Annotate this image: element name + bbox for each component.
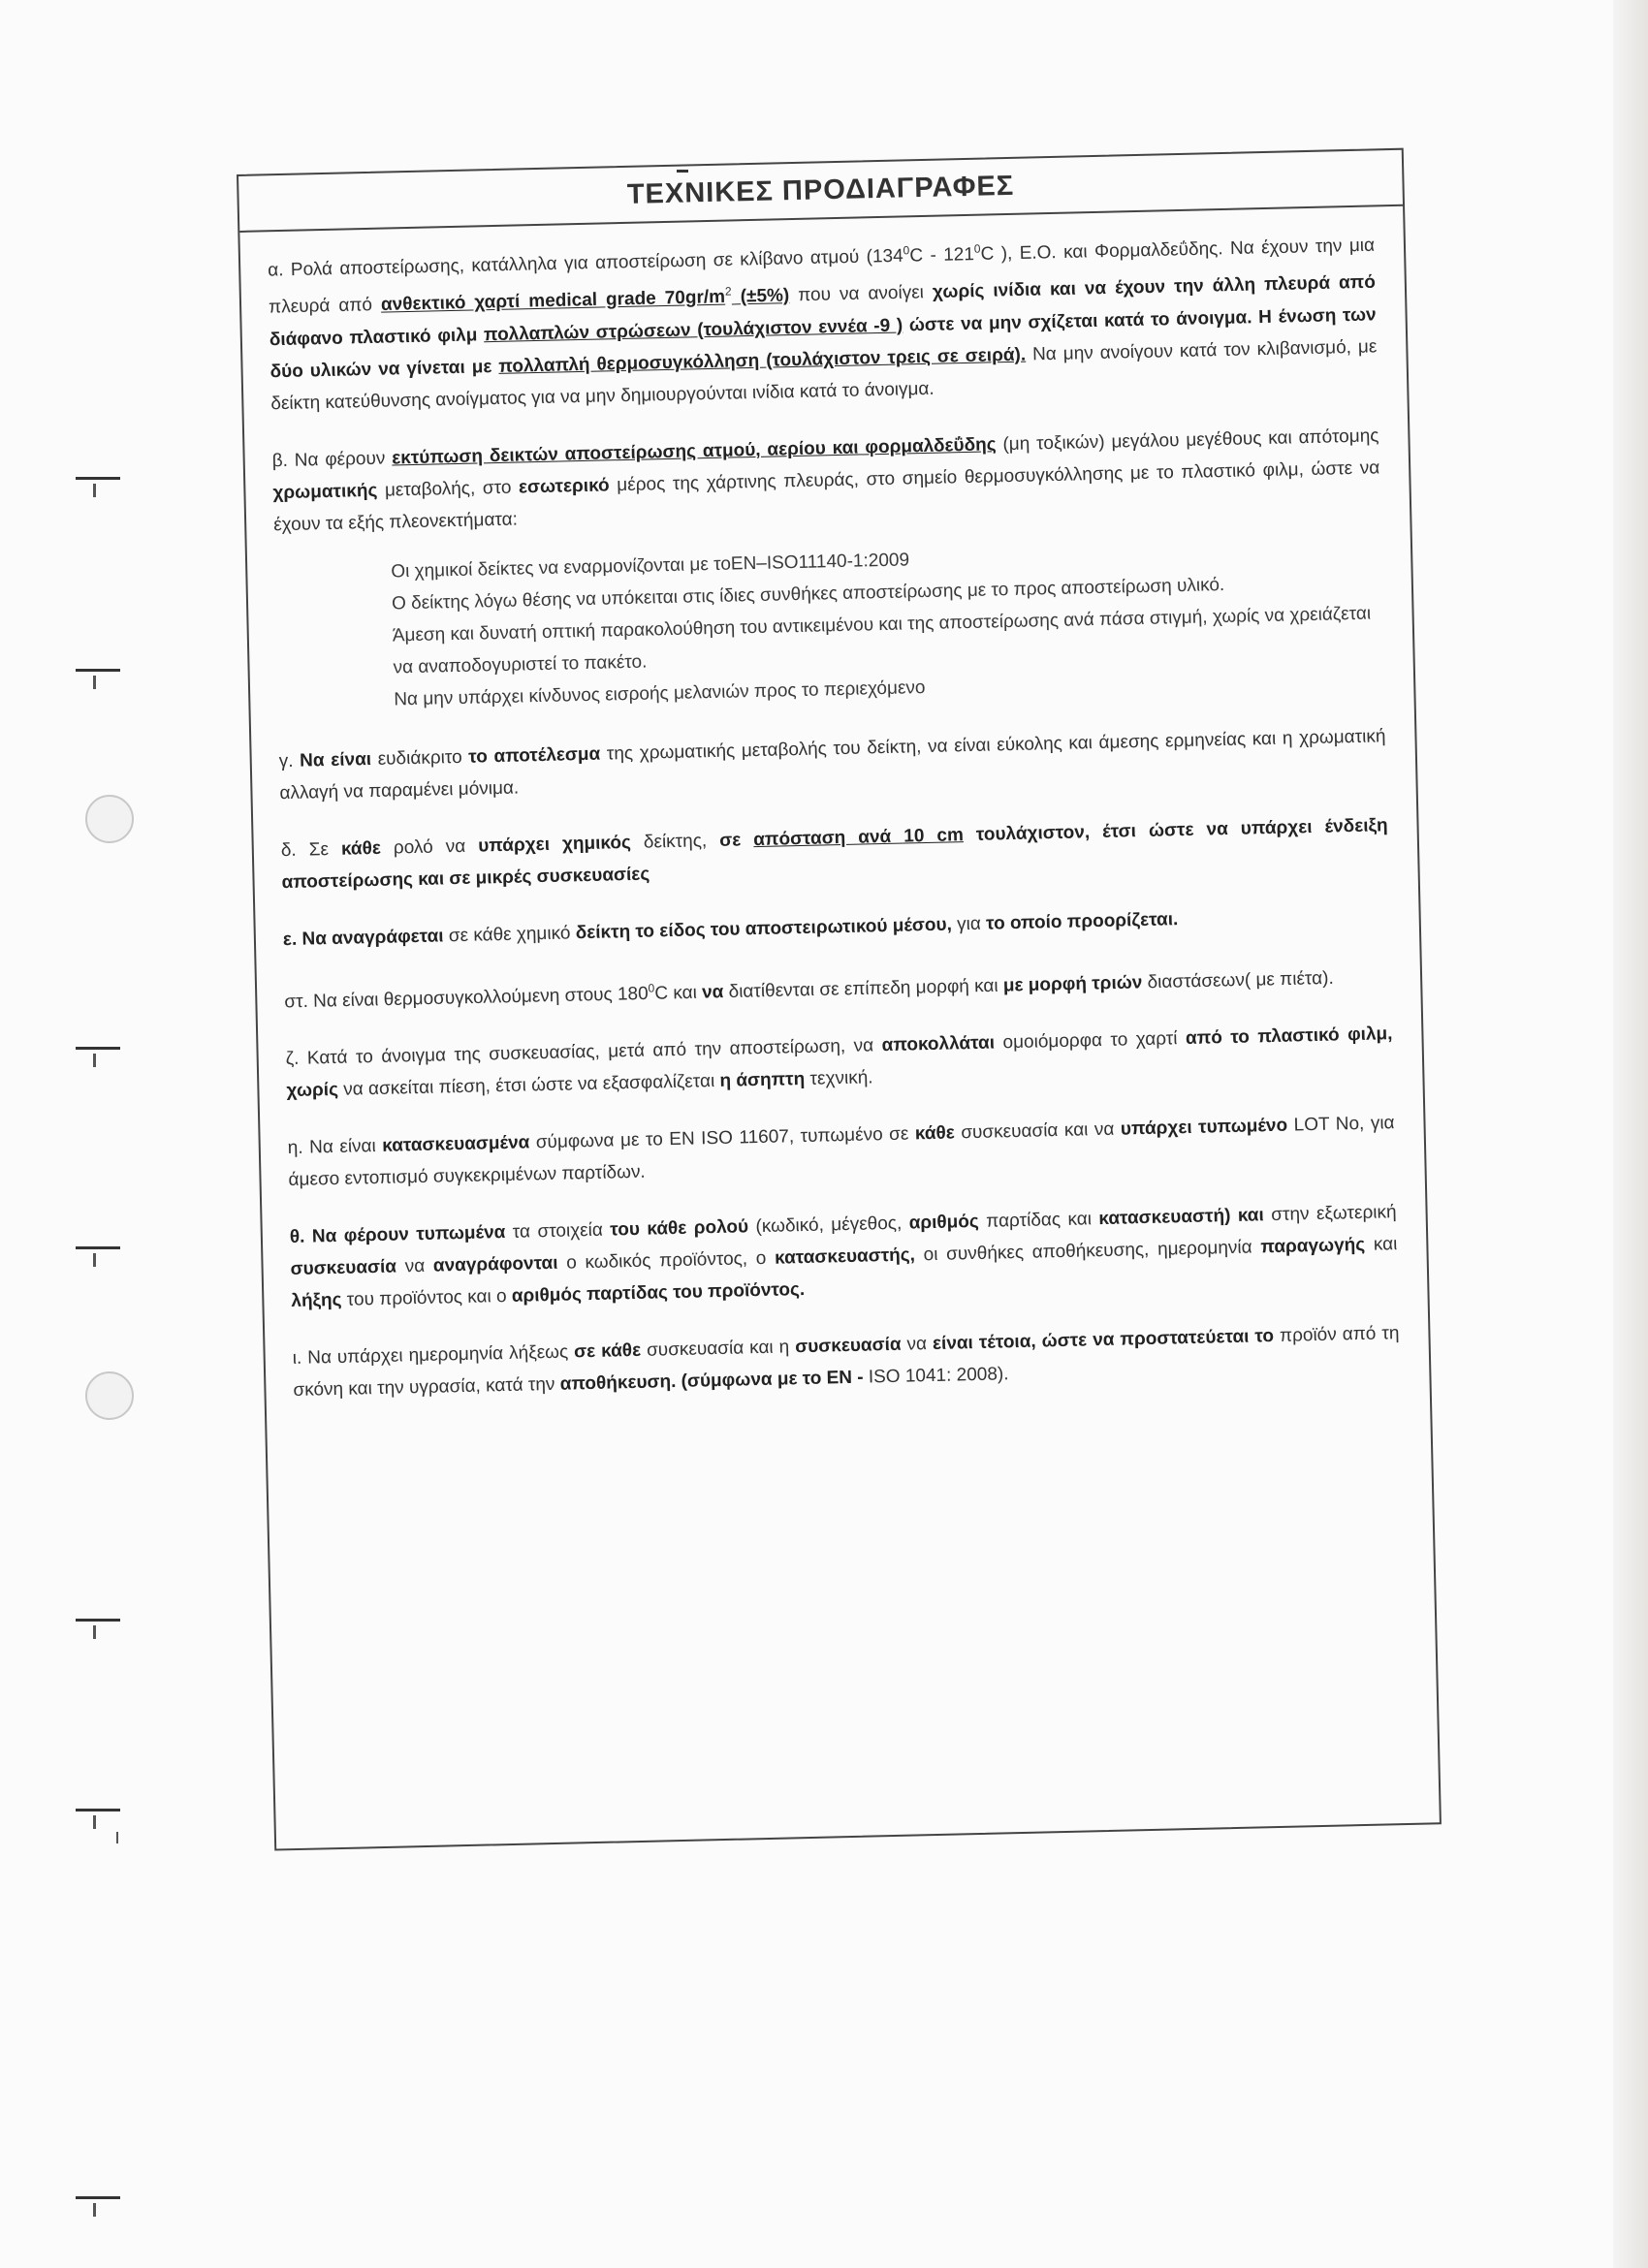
advantage-item: Να μην υπάρχει κίνδυνος εισροής μελανιών προς το περιεχόμενο [394, 677, 926, 710]
text-run: διατίθενται σε επίπεδη μορφή και [723, 975, 1004, 1002]
margin-mark [76, 669, 120, 672]
spec-item [283, 898, 1390, 956]
margin-mark [76, 1246, 120, 1249]
spec-item [290, 1196, 1399, 1317]
text-run: Να μην ανοίγουν κατά τον κλιβανισμό, με δείκτη κατεύθυνσης ανοίγματος για να μην δημιουργούνται ινίδια κατά το άνοιγμα. [270, 336, 1378, 414]
text-run: απόσταση ανά 10 cm [752, 824, 965, 850]
text-run: συσκευασία και να [954, 1118, 1122, 1144]
text-run: ISO 1041: 2008). [863, 1364, 1009, 1388]
text-run: υπάρχει χημικός [477, 832, 632, 857]
text-run: είναι τέτοια, ώστε να προστατεύεται το [932, 1326, 1275, 1355]
text-run: που να ανοίγει [789, 282, 934, 306]
text-run: αναγράφονται [432, 1252, 558, 1276]
text-run: και [1364, 1234, 1398, 1255]
text-run: συσκευασία και η [640, 1337, 796, 1361]
spec-item [278, 720, 1386, 809]
text-run: ομοιόμορφα το χαρτί [994, 1028, 1187, 1054]
text-run: ώστε να μην σχίζεται κατά το άνοιγμα. Η ένωση των δύο υλικών να γίνεται με [269, 304, 1377, 382]
text-run: ι. Να υπάρχει ημερομηνία λήξεως [292, 1341, 575, 1369]
text-run: C - 121 [909, 244, 975, 267]
text-run: 0 [973, 241, 981, 256]
text-run: λήξης [291, 1289, 342, 1312]
text-run: 0 [903, 243, 910, 258]
spec-item [284, 956, 1392, 1018]
text-run: ο κωδικός προϊόντος, ο [557, 1247, 776, 1274]
advantage-item: Οι χημικοί δείκτες να εναρμονίζονται με τοEN–ISO11140-1:2009 [391, 550, 910, 583]
text-run: το οποίο προορίζεται. [985, 908, 1179, 934]
text-run: να [396, 1255, 434, 1277]
text-run: να [901, 1334, 934, 1355]
text-run: δείκτη το είδος του αποστειρωτικού μέσου, [575, 914, 953, 943]
text-run: αποκολλάται [881, 1032, 996, 1056]
text-run: 0 [648, 981, 655, 995]
text-run: μεταβολής, στο [377, 477, 520, 501]
spec-item [287, 1107, 1395, 1196]
text-run: του προϊόντος και ο [341, 1285, 513, 1310]
spec-items-group [268, 224, 1381, 540]
text-run: γ. [278, 750, 301, 772]
text-run: με μορφή τριών [1002, 972, 1143, 996]
text-run: σε [718, 829, 754, 851]
document-title: ΤΕΧΝΙΚΕΣ ΠΡΟΔΙΑΓΡΑΦΕΣ [626, 170, 1015, 210]
text-run: να ασκείται πίεση, έτσι ώστε να εξασφαλίζεται [337, 1070, 720, 1100]
margin-mark [76, 1809, 120, 1811]
text-run: από το πλαστικό φιλμ, χωρίς [286, 1024, 1393, 1102]
text-run: της χρωματικής μεταβολής του δείκτη, να είναι εύκολης και άμεσης ερμηνείας και η χρωματική αλλαγή να παραμένει μόνιμα. [279, 725, 1386, 803]
text-run: δείκτης, [630, 830, 720, 853]
scan-edge-shadow [1613, 0, 1648, 2268]
text-run: σε κάθε χημικό [443, 922, 576, 947]
text-run: αριθμός παρτίδας του προϊόντος. [511, 1278, 806, 1307]
text-run: Να είναι [299, 748, 372, 772]
text-run: παρτίδας και [978, 1209, 1099, 1232]
text-run: εσωτερικό [518, 475, 610, 498]
advantage-item: Άμεση και δυνατή οπτική παρακολούθηση του αντικειμένου και της αποστείρωσης ανά πάσα στιγμή, χωρίς να χρειάζεται να αναποδογυριστεί το πακέτο. [392, 603, 1372, 678]
spec-items-group [278, 720, 1400, 1406]
punch-hole-top [85, 795, 134, 843]
text-run: συσκευασία [794, 1334, 902, 1358]
text-run: του κάθε ρολού [610, 1216, 749, 1241]
text-run: αριθμός [908, 1211, 980, 1234]
text-run: (μη τοξικών) μεγάλου μεγέθους και απότομης [996, 425, 1379, 455]
text-run: για [951, 913, 987, 935]
margin-mark [76, 1047, 120, 1050]
spec-item [268, 224, 1379, 420]
text-run: α. Ρολά αποστείρωσης, κατάλληλα για αποστείρωση σε κλίβανο ατμού (134 [268, 245, 903, 281]
text-run: αποθήκευση. (σύμφωνα με το EN - [559, 1367, 864, 1395]
text-run: στην εξωτερική [1263, 1202, 1397, 1226]
spec-item [271, 420, 1380, 541]
text-run: συσκευασία [290, 1256, 397, 1280]
text-run: το αποτέλεσμα [468, 743, 601, 768]
text-run: κατασκευαστής, [774, 1244, 916, 1269]
text-run: πολλαπλών στρώσεων (τουλάχιστον εννέα -9 ) [483, 315, 903, 345]
spec-item [285, 1018, 1393, 1107]
text-run: η άσηπτη [719, 1068, 806, 1091]
text-run: χρωματικής [272, 480, 378, 503]
text-run: κατασκευαστή) και [1098, 1205, 1265, 1230]
punch-hole-bottom [85, 1371, 134, 1420]
text-run: θ. Να φέρουν τυπωμένα [289, 1221, 506, 1248]
text-run: β. Να φέρουν [271, 448, 393, 471]
text-run: στ. Να είναι θερμοσυγκολλούμενη στους 180 [284, 983, 649, 1013]
text-run: κάθε [340, 837, 382, 860]
text-run: ευδιάκριτο [370, 746, 469, 770]
text-run: κατασκευασμένα [382, 1132, 530, 1156]
text-run: 2 [724, 284, 732, 299]
text-run: ε. Να αναγράφεται [282, 926, 444, 950]
scan-speck [116, 1832, 118, 1843]
text-run: η. Να είναι [287, 1135, 383, 1159]
spec-item [292, 1317, 1400, 1406]
margin-mark [76, 2196, 120, 2199]
text-run: διαστάσεων( με πιέτα). [1142, 967, 1334, 992]
text-run: (±5%) [731, 285, 790, 308]
text-run: υπάρχει τυπωμένο [1120, 1115, 1288, 1140]
text-run: ρολό να [380, 835, 479, 859]
text-run: κάθε [914, 1122, 956, 1145]
text-run: C ), Ε.Ο. και Φορμαλδεΰδης. Να έχουν την μια πλευρά από [268, 235, 1376, 318]
text-run: τουλάχιστον, έτσι ώστε να υπάρχει ένδειξη αποστείρωσης και σε μικρές συσκευασίες [281, 814, 1388, 893]
text-run: πολλαπλή θερμοσυγκόλληση (τουλάχιστον τρεις σε σειρά). [498, 344, 1027, 377]
text-run: ανθεκτικό χαρτί medical grade 70gr/m [380, 287, 726, 316]
text-run: σύμφωνα με το EN ISO 11607, τυπωμένο σε [529, 1123, 916, 1153]
text-run: τεχνική. [805, 1067, 873, 1089]
text-run: δ. Σε [280, 838, 342, 861]
text-run: LOT No, για άμεσο εντοπισμό συγκεκριμένων παρτίδων. [288, 1113, 1395, 1191]
text-run: σε κάθε [573, 1339, 642, 1363]
text-run: (κωδικό, μέγεθος, [747, 1213, 909, 1238]
text-run: τα στοιχεία [505, 1219, 611, 1243]
advantages-list [274, 533, 1384, 718]
text-run: χωρίς ινίδια και να έχουν την άλλη πλευρά από διάφανο πλαστικό φιλμ [269, 272, 1377, 350]
text-run: εκτύπωση δεικτών αποστείρωσης ατμού, αερίου και φορμαλδεΰδης [391, 433, 997, 469]
margin-mark [76, 1619, 120, 1622]
text-run: να [701, 981, 724, 1003]
text-run: οι συνθήκες αποθήκευσης, ημερομηνία [914, 1237, 1261, 1266]
text-run: προϊόν από τη σκόνη και την υγρασία, κατά την [293, 1323, 1400, 1401]
text-run: παραγωγής [1260, 1234, 1366, 1258]
text-run: μέρος της χάρτινης πλευράς, στο σημείο θερμοσυγκόλλησης με το πλαστικό φιλμ, ώστε να έχουν τα εξής πλεονεκτήματα: [272, 457, 1380, 535]
margin-mark [76, 477, 120, 480]
spec-content [239, 206, 1429, 1407]
advantage-item: Ο δείκτης λόγω θέσης να υπόκειται στις ίδιες συνθήκες αποστείρωσης με το προς αποστείρωση υλικό. [391, 574, 1225, 614]
specifications-box [237, 148, 1442, 1851]
spec-item [280, 809, 1388, 898]
text-run: ζ. Κατά το άνοιγμα της συσκευασίας, μετά από την αποστείρωση, να [285, 1035, 882, 1070]
text-run: C και [654, 982, 703, 1004]
